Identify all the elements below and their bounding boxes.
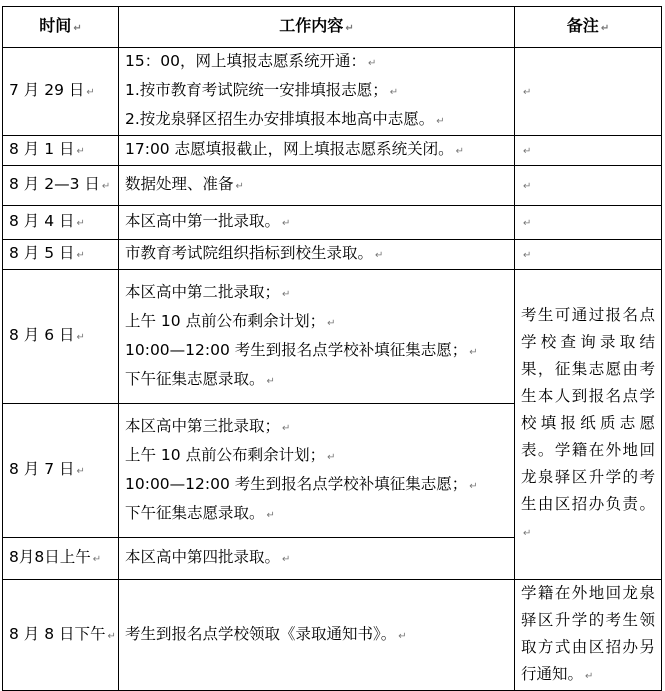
table-row — [3, 240, 662, 270]
row-note-shared: 考生可通过报名点学校查询录取结果，征集志愿由考生本人到报名点学校填报纸质志愿表。学籍在外地回龙泉驿区升学的考生由区招办负责。↵ — [515, 270, 662, 580]
row-date: 8月8日上午 ↵ — [3, 538, 119, 580]
row-content: 本区高中第一批录取。 ↵ — [119, 206, 515, 240]
header-note: 备注 ↵ — [515, 7, 662, 48]
row-date: 8 月 4 日 ↵ — [3, 206, 119, 240]
content-line: 上午 10 点前公布剩余计划； ↵ — [125, 445, 336, 464]
header-row — [3, 7, 662, 48]
row-content: 本区高中第四批录取。 ↵ — [119, 538, 515, 580]
row-date: 8 月 8 日下午 ↵ — [3, 580, 119, 691]
row-note: ↵ — [515, 240, 662, 270]
content-line: 下午征集志愿录取。 ↵ — [125, 369, 275, 388]
table-row — [3, 136, 662, 166]
header-content: 工作内容 ↵ — [119, 7, 515, 48]
content-line: 本区高中第二批录取； ↵ — [125, 282, 291, 301]
table-row — [3, 270, 662, 404]
row-note: ↵ — [515, 206, 662, 240]
row-content: 考生到报名点学校领取《录取通知书》。 ↵ — [119, 580, 515, 691]
row-date: 8 月 6 日 ↵ — [3, 270, 119, 404]
table-row — [3, 580, 662, 691]
content-line: 2.按龙泉驿区招生办安排填报本地高中志愿。 ↵ — [125, 110, 445, 128]
row-date: 8 月 5 日 ↵ — [3, 240, 119, 270]
row-content — [119, 48, 515, 136]
table-row — [3, 166, 662, 206]
header-time: 时间 ↵ — [3, 7, 119, 48]
row-date: 7 月 29 日 ↵ — [3, 48, 119, 136]
content-line: 10:00—12:00 考生到报名点学校补填征集志愿； ↵ — [125, 474, 478, 493]
admission-schedule-table — [2, 6, 662, 691]
content-line: 上午 10 点前公布剩余计划； ↵ — [125, 311, 336, 330]
table-row — [3, 48, 662, 136]
content-line: 10:00—12:00 考生到报名点学校补填征集志愿； ↵ — [125, 340, 478, 359]
row-content: 数据处理、准备 ↵ — [119, 166, 515, 206]
row-content: 市教育考试院组织指标到校生录取。 ↵ — [119, 240, 515, 270]
content-line: 15：00，网上填报志愿系统开通： ↵ — [125, 52, 377, 70]
row-content — [119, 270, 515, 404]
table-row — [3, 206, 662, 240]
content-line: 1.按市教育考试院统一安排填报志愿； ↵ — [125, 81, 399, 99]
row-date: 8 月 2—3 日 ↵ — [3, 166, 119, 206]
row-note: ↵ — [515, 48, 662, 136]
content-line: 本区高中第三批录取； ↵ — [125, 416, 291, 435]
row-note: 学籍在外地回龙泉驿区升学的考生领取方式由区招办另行通知。 ↵ — [515, 580, 662, 691]
row-date: 8 月 7 日 ↵ — [3, 404, 119, 538]
row-note: ↵ — [515, 136, 662, 166]
row-date: 8 月 1 日 ↵ — [3, 136, 119, 166]
row-content: 17:00 志愿填报截止，网上填报志愿系统关闭。 ↵ — [119, 136, 515, 166]
content-line: 下午征集志愿录取。 ↵ — [125, 503, 275, 522]
row-content — [119, 404, 515, 538]
row-note: ↵ — [515, 166, 662, 206]
